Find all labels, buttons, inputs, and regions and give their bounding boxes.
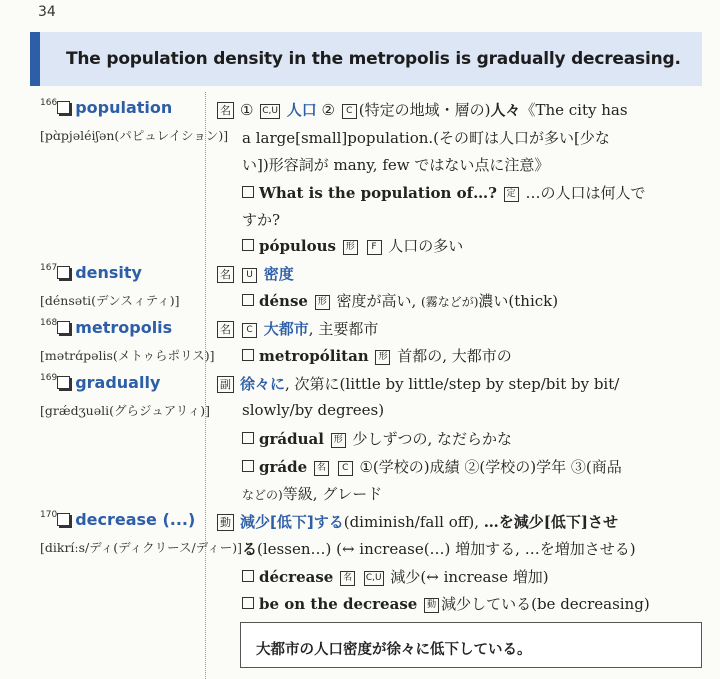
pronunciation: [mətrɑ́pəlis(メトゥらポリス)] [40, 348, 215, 363]
definition-line: 副 徐々に, 次第に(little by little/step by step/bit by bit/ [217, 373, 619, 394]
translation-text: 大都市の人口密度が徐々に低下している。 [256, 642, 532, 658]
pos-adj-icon: 形 [331, 433, 346, 448]
pos-noun-icon: 名 [217, 102, 234, 119]
check-icon[interactable] [242, 186, 254, 198]
label-c: C [342, 104, 357, 119]
related-phrase: What is the population of…? 定 …の人口は何人で [242, 182, 645, 203]
definition-line: 名 ① C,U 人口 ② C (特定の地域・層の)人々《The city has [217, 99, 628, 120]
banner-accent-bar [30, 32, 40, 86]
label-c: C [242, 323, 257, 338]
label-f: F [367, 240, 382, 255]
pos-adj-icon: 形 [375, 350, 390, 365]
pos-noun-icon: 名 [217, 266, 234, 283]
check-icon[interactable] [57, 266, 70, 279]
pos-adj-icon: 形 [343, 240, 358, 255]
label-cu: C,U [260, 104, 280, 119]
check-icon[interactable] [57, 376, 70, 389]
related-word: décrease 名 C,U 減少(↔ increase 増加) [242, 566, 549, 587]
label-c: C [338, 461, 353, 476]
definition-line: 動 減少[低下]する(diminish/fall off), …を減少[低下]させ [217, 511, 618, 532]
related-word: dénse 形 密度が高い, (霧などが)濃い(thick) [242, 290, 558, 311]
entry-number: 169 [40, 373, 58, 383]
related-word: metropólitan 形 首都の, 大都市の [242, 345, 512, 366]
headword: gradually [75, 373, 161, 392]
pronunciation: [dikríːs/ディ(ディクリース/ディー)] [40, 540, 242, 555]
label-u: U [242, 268, 257, 283]
entry-number: 170 [40, 510, 58, 520]
headword: decrease (...) [75, 510, 196, 529]
pronunciation: [dénsəti(デンスィティ)] [40, 293, 180, 308]
check-icon[interactable] [242, 597, 254, 609]
pronunciation: [grǽdʒuəli(グらジュアリィ)] [40, 403, 210, 418]
definition-line: る(lessen…) (↔ increase(…) 増加する, …を増加させる) [242, 540, 636, 558]
check-icon[interactable] [242, 432, 254, 444]
entry-170-head [40, 510, 195, 529]
check-icon[interactable] [57, 513, 70, 526]
label-set-phrase: 定 [504, 187, 519, 202]
pos-verb-icon: 動 [217, 514, 234, 531]
check-icon[interactable] [242, 294, 254, 306]
pos-adj-icon: 形 [315, 295, 330, 310]
pronunciation: [pɑ̀pjəléiʃən(パピュレイション)] [40, 128, 229, 143]
headword: population [75, 98, 173, 117]
entry-168-head [40, 318, 172, 337]
page-number: 34 [38, 4, 56, 20]
related-phrase: be on the decrease 動 減少している(be decreasing) [242, 593, 650, 614]
pos-noun-icon: 名 [340, 571, 355, 586]
check-icon[interactable] [57, 101, 70, 114]
banner-sentence: The population density in the metropolis is gradually decreasing. [66, 49, 681, 69]
check-icon[interactable] [57, 321, 70, 334]
pos-verb-icon: 動 [424, 598, 439, 613]
related-word: pópulous 形 F 人口の多い [242, 235, 463, 256]
check-icon[interactable] [242, 570, 254, 582]
definition-line: 名 U 密度 [217, 263, 294, 284]
related-word: gráde 名 C ①(学校の)成績 ②(学校の)学年 ③(商品 [242, 456, 622, 477]
definition-line: 名 C 大都市, 主要都市 [217, 318, 378, 339]
check-icon[interactable] [242, 460, 254, 472]
entry-number: 168 [40, 318, 58, 328]
column-divider [205, 92, 206, 679]
pos-adverb-icon: 副 [217, 376, 234, 393]
entry-number: 167 [40, 263, 58, 273]
pos-noun-icon: 名 [217, 321, 234, 338]
entry-166-head [40, 98, 172, 117]
entry-169-head [40, 373, 160, 392]
entry-167-head [40, 263, 142, 282]
definition-line: い])形容詞が many, few ではない点に注意》 [242, 156, 550, 174]
headword: metropolis [75, 318, 173, 337]
definition-line: slowly/by degrees) [242, 401, 385, 419]
pos-noun-icon: 名 [314, 461, 329, 476]
headword: density [75, 263, 142, 282]
label-cu: C,U [364, 571, 384, 586]
check-icon[interactable] [242, 239, 254, 251]
definition-line: a large[small]population.(その町は人口が多い[少な [242, 129, 610, 147]
related-word: grádual 形 少しずつの, なだらかな [242, 428, 512, 449]
entry-number: 166 [40, 98, 58, 108]
definition-line: などの)等級, グレード [242, 485, 383, 503]
check-icon[interactable] [242, 349, 254, 361]
definition-line: すか? [242, 211, 281, 229]
